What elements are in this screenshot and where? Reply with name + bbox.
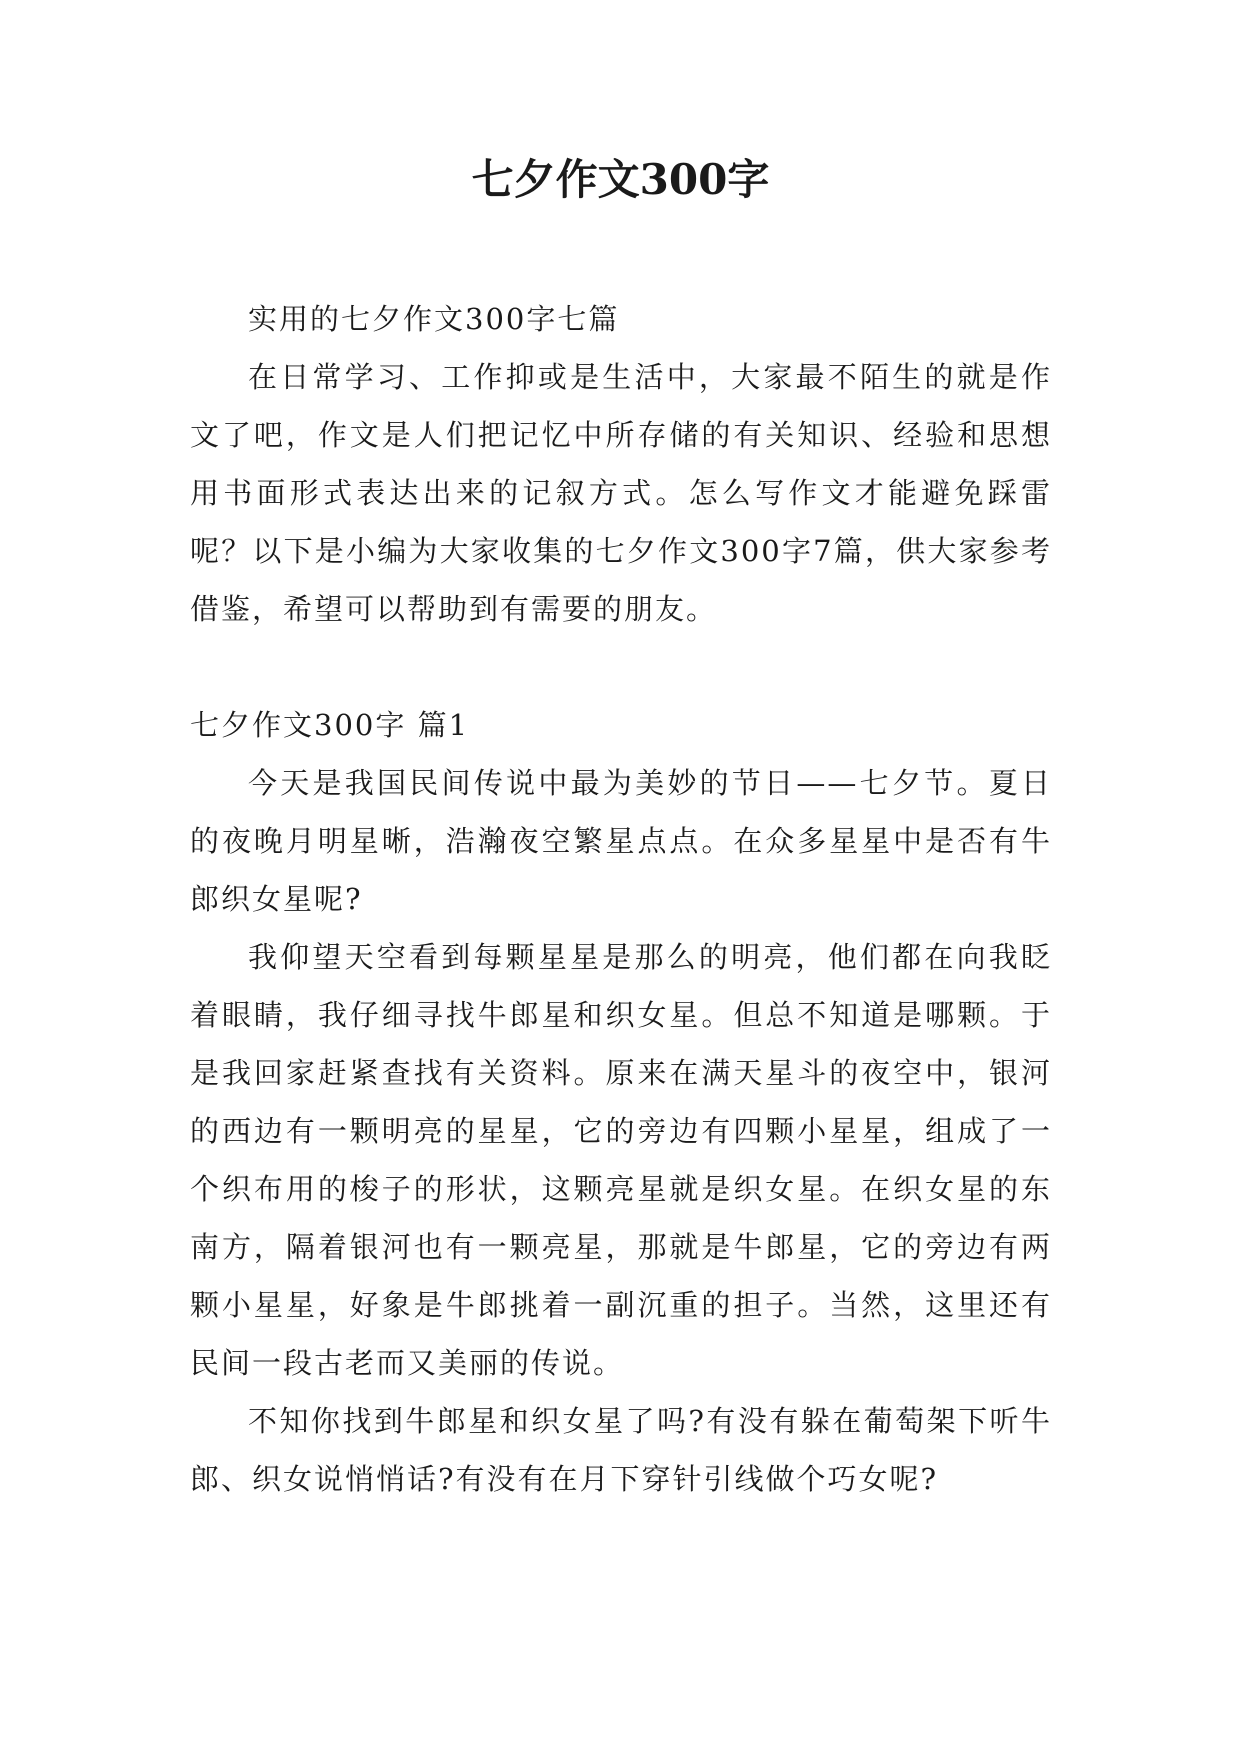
document-body [190,290,1052,1508]
body-paragraph-2: 我仰望天空看到每颗星星是那么的明亮，他们都在向我眨着眼睛，我仔细寻找牛郎星和织女星。但总不知道是哪颗。于是我回家赶紧查找有关资料。原来在满天星斗的夜空中，银河的西边有一颗明亮的星星，它的旁边有四颗小星星，组成了一个织布用的梭子的形状，这颗亮星就是织女星。在织女星的东南方，隔着银河也有一颗亮星，那就是牛郎星，它的旁边有两颗小星星，好象是牛郎挑着一副沉重的担子。当然，这里还有民间一段古老而又美丽的传说。 [190,940,1052,1380]
body-paragraph-3: 不知你找到牛郎星和织女星了吗?有没有躲在葡萄架下听牛郎、织女说悄悄话?有没有在月下穿针引线做个巧女呢? [190,1404,1052,1496]
section-heading: 七夕作文300字 篇1 [190,708,470,742]
intro-paragraph: 在日常学习、工作抑或是生活中，大家最不陌生的就是作文了吧，作文是人们把记忆中所存储的有关知识、经验和思想用书面形式表达出来的记叙方式。怎么写作文才能避免踩雷呢？以下是小编为大家收集的七夕作文300字7篇，供大家参考借鉴，希望可以帮助到有需要的朋友。 [190,360,1052,626]
document-title: 七夕作文300字 [471,155,770,204]
section-gap [190,638,1052,696]
document-subtitle: 实用的七夕作文300字七篇 [248,302,620,336]
body-paragraph-1: 今天是我国民间传说中最为美妙的节日——七夕节。夏日的夜晚月明星晰，浩瀚夜空繁星点点。在众多星星中是否有牛郎织女星呢? [190,766,1052,916]
